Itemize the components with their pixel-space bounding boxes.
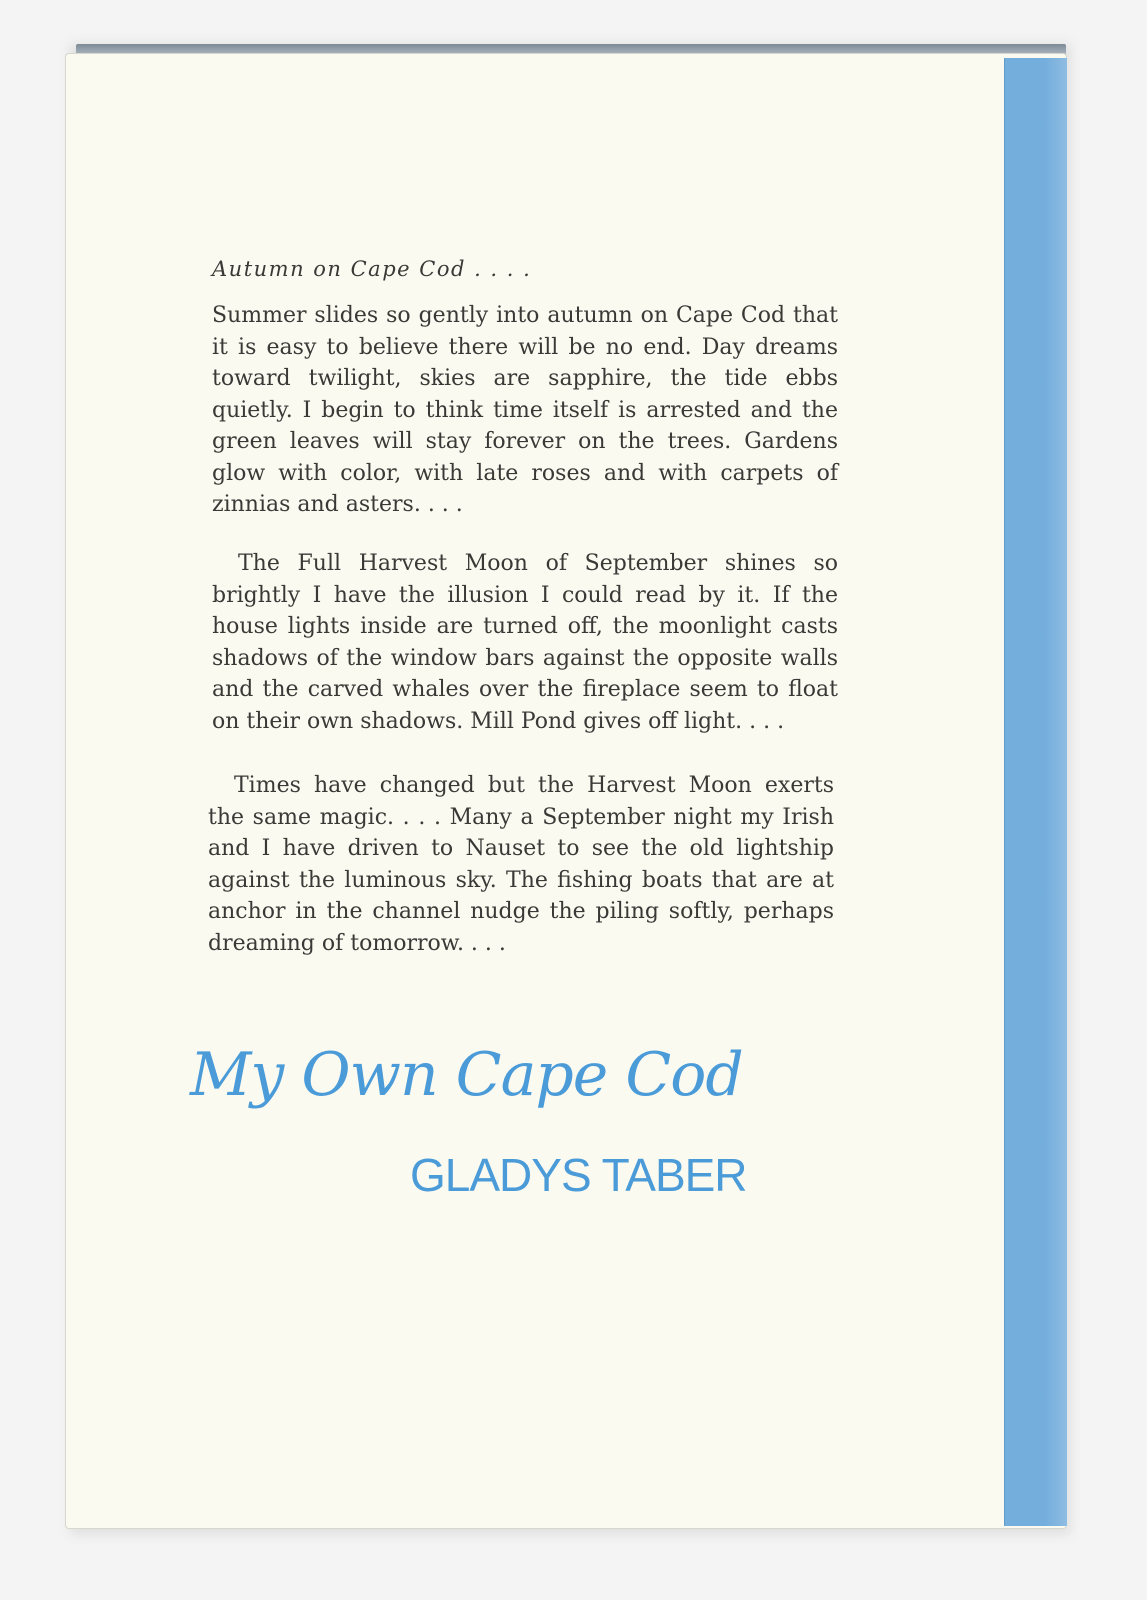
spine-color-band xyxy=(1004,58,1067,1526)
author-name: GLADYS TABER xyxy=(410,1149,747,1201)
blurb-intro-heading: Autumn on Cape Cod . . . . xyxy=(212,257,532,281)
blurb-paragraph-1: Summer slides so gently into autumn on Cape Cod that it is easy to believe there will be no end. Day dreams toward twilight, skies are sapphire, the tide ebbs quietly. I begin to think time itself is arrested and the green leaves will stay forever on the trees. Gardens glow with color, with late roses and with carpets of zinnias and asters. . . . xyxy=(212,303,838,517)
blurb-paragraph-2: The Full Harvest Moon of September shines so brightly I have the illusion I could read by it. If the house lights inside are turned off, the moonlight casts shadows of the window bars against the opposite walls and the carved whales over the fireplace seem to float on their own shadows. Mill Pond gives off light. . . . xyxy=(212,551,838,734)
blurb-paragraph-3: Times have changed but the Harvest Moon exerts the same magic. . . . Many a September night my Irish and I have driven to Nauset to see the old lightship against the luminous sky. The fishing boats that are at anchor in the channel nudge the piling softly, perhaps dreaming of tomorrow. . . . xyxy=(208,773,834,956)
book-title: My Own Cape Cod xyxy=(190,1040,743,1110)
